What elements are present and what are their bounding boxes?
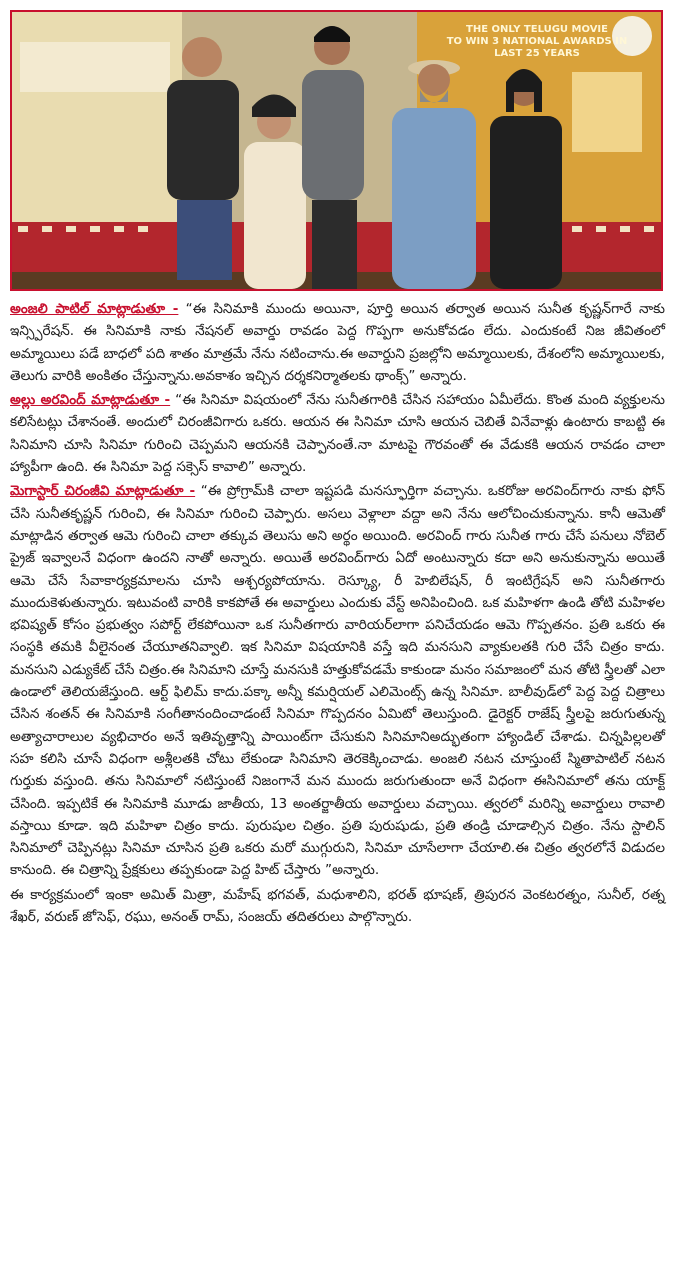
speaker-name: మెగాస్టార్ చిరంజీవి మాట్లాడుతూ - — [10, 483, 196, 500]
event-photo — [10, 10, 663, 291]
paragraph-attendees — [10, 884, 665, 929]
article-body — [10, 298, 665, 930]
paragraph-chiranjeevi — [10, 480, 665, 881]
paragraph-text: “ఈ ప్రోగ్రామ్‌కి చాలా ఇష్టపడి మనస్ఫూర్తిగా వచ్చాను. ఒకరోజు అరవింద్‌గారు నాకు ఫోన్ చేసి సునీతకృష్ణన్ గురించి, ఈ సినిమా గురించి చెప్పారు. అసలు వెళ్లాలా వద్దా అని నేను ఆలోచించుకున్నాను. కానీ ఆమెతో మాట్లాడిన తర్వాత ఆమె గురించి చాలా తక్కువ తెలుసు అని అర్థం అయింది. అరవింద్ గారు సునీత గారు చేసే పనులు నోబెల్ ప్రైజ్ ఇవ్వాలనే విధంగా ఉందని నాతో అన్నారు. అయితే అరవింద్‌గారు ఏదో అంటున్నారు కదా అని అనుకున్నాను అయితే ఆమె చేసే సేవాకార్యక్రమాలను చూసి ఆశ్చర్యపోయాను. రెస్క్యూ, రీ హెబిలేషన్, రీ ఇంటిగ్రేషన్ అని సునీతగారు ముందుకెళుతున్నారు. ఇటువంటి వారికి కాకపోతే ఈ అవార్డులు ఎందుకు వేస్ట్ అనిపించింది. ఒక మహిళగా ఉండి తోటి మహిళల భవిష్యత్ కోసం ప్రభుత్వం సపోర్ట్ లేకపోయినా ఒక సునీతగారు వారియర్‌లాగా పనిచేయడం ఆమె గొప్పతనం. ప్రతి ఒకరు ఈ సంస్థకి తమకి వీలైనంత చేయూతనివ్వాలి. ఇక సినిమా విషయానికి వస్తే ఇది మనసుని వ్యాకులతకి గురి చేసే చిత్రం కాదు. మనసుని ఎడ్యుకేట్ చేసే చిత్రం.ఈ సినిమాని చూస్తే మనసుకి హత్తుకోవడమే కాకుండా మనం సమాజంలో మన తోటి స్త్రీలతో ఎలా ఉండాలో తెలియజేస్తుంది. ఆర్ట్ ఫిలిమ్ కాదు.పక్కా అన్నీ కమర్షియల్ ఎలిమెంట్స్ ఉన్న సినిమా. బాలీవుడ్‌లో పెద్ద పెద్ద చిత్రాలు చేసిన శంతన్ ఈ సినిమాకి సంగీతానందించాడంటే సినిమా గొప్పదనం ఏమిటో తెలుస్తుంది. డైరెక్టర్ రాజేష్ స్త్రీలపై జరుగుతున్న అత్యాచారాలుల వ్యభిచారం అనే ఇతివృత్తాన్ని పాయింట్‌గా చేసుకుని సినిమానిఅద్భుతంగా హ్యాండిల్ చేశాడు. చిన్నపిల్లలతో సహ కలిసి చూసే విధంగా అశ్లీలతకి చోటు లేకుండా సినిమాని తెరకెక్కించాడు. అంజలి నటన చూస్తుంటే స్మితాపాటిల్ నటన గుర్తుకు వస్తుంది. తను సినిమాలో నటిస్తుంటే నిజంగానే మన ముందు జరుగుతుందా అనే విధంగా ఈసినిమాలో తను యాక్ట్ చేసింది. ఇప్పటికే ఈ సినిమాకి మూడు జాతీయ, 13 అంతర్జాతీయ అవార్డులు వచ్చాయి. త్వరలో మరిన్ని అవార్డులు రావాలి వస్తాయి కూడా. ఇది మహిళా చిత్రం కాదు. పురుషుల చిత్రం. ప్రతి పురుషుడు, ప్రతి తండ్రి చూడాల్సిన చిత్రం. నేను స్టాలిన్ సినిమాలో చెప్పినట్లు సినిమా చూసిన ప్రతి ఒకరు మరో ముగ్గురుని, సినిమా చూసేలాగా చేయాలి.ఈ చిత్రం త్వరలోనే విడుదల కానుంది. ఈ చిత్రాన్ని ప్రేక్షకులు తప్పకుండా పెద్ద హిట్ చేస్తారు ”అన్నారు. — [10, 483, 666, 879]
paragraph-allu-aravind — [10, 389, 665, 478]
speaker-name: అల్లు అరవింద్ మాట్లాడుతూ - — [10, 392, 171, 409]
paragraph-text: “ఈ సినిమా విషయంలో నేను సునీతగారికి చేసిన సహాయం ఏమీలేదు. కొంత మంది వ్యక్తులను కలిసేటట్లు చేశానంతే. అందులో చిరంజీవిగారు ఒకరు. ఆయన ఈ సినిమా చూసి ఆయన చెబితే వినేవాళ్లు ఉంటారు కాబట్టి ఈ సినిమాని చూసి సినిమా గురించి చెప్పమని ఆయనకి చెప్పానంతే.నా మాటపై గౌరవంతో ఈ వేడుకకి ఆయన రావడం చాలా హ్యాపీగా ఉంది. ఈ సినిమా పెద్ద సక్సెస్ కావాలి” అన్నారు. — [10, 392, 665, 476]
paragraph-text: ఈ కార్యక్రమంలో ఇంకా అమిత్ మిత్రా, మహేష్ భగవత్, మధుశాలిని, భరత్ భూషణ్, త్రిపురన వెంకటరత్నం, సునీల్, రత్న శేఖర్, వరుణ్ జోసెఫ్, రఘు, అనంత్ రామ్, సంజయ్ తదితరులు పాల్గొన్నారు. — [10, 886, 665, 926]
banner-line-1: THE ONLY TELUGU MOVIE — [466, 24, 608, 35]
speaker-name: అంజలి పాటిల్ మాట్లాడుతూ - — [10, 301, 179, 317]
paragraph-text: “ఈ సినిమాకి ముందు అయినా, పూర్తి అయిన తర్వాత అయిన సునీత కృష్ణన్‌గారే నాకు ఇన్స్పిరేషన్. ఈ సినిమాకి నాకు నేషనల్ అవార్డు రావడం పెద్ద గొప్పగా అనుకోవడం లేదు. ఎందుకంటే నిజ జీవితంలో అమ్మాయిలు పడే బాధలో పది శాతం మాత్రమే నేను నటించాను.ఈ అవార్డుని ప్రజల్లోని అమ్మాయిలకు, దేశంలోని అమ్మాయిలకు, తెలుగు వారికి అంకితం చేస్తున్నాను.అవకాశం ఇచ్చిన దర్శకనిర్మాతలకు థాంక్స్” అన్నారు. — [10, 301, 665, 384]
paragraph-anjali — [10, 298, 665, 387]
banner-line-2: TO WIN 3 NATIONAL AWARDS IN LAST 25 YEARS — [446, 36, 628, 59]
